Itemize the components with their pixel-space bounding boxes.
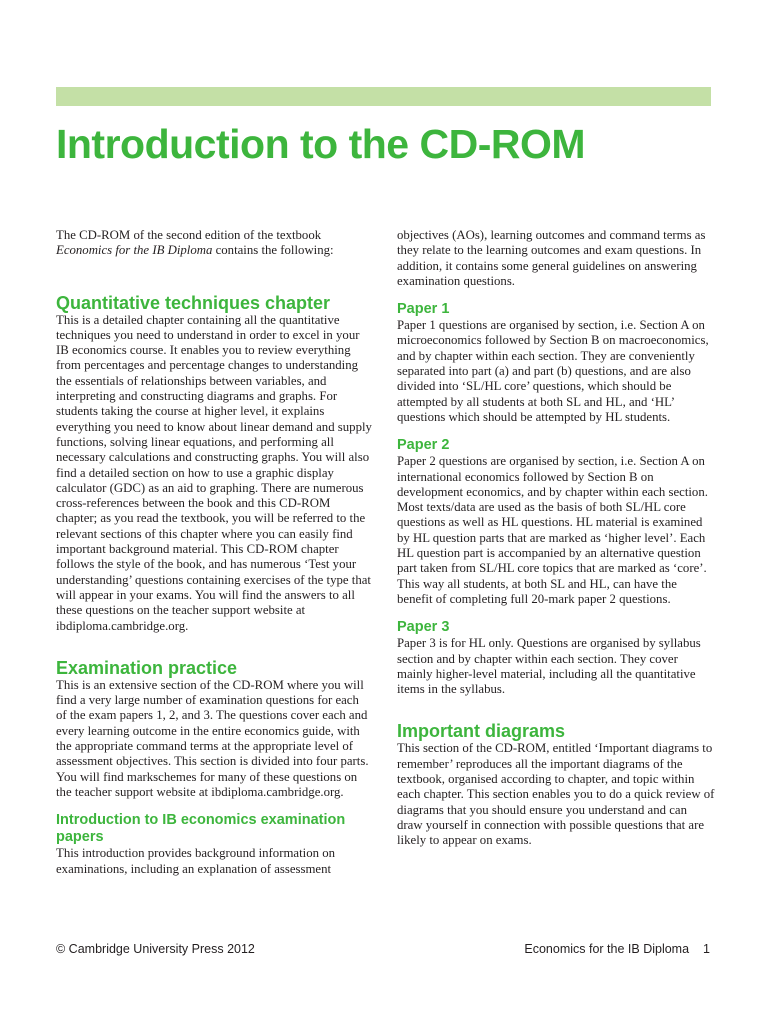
- right-column: [397, 228, 715, 849]
- footer-book-title: Economics for the IB Diploma: [524, 942, 690, 956]
- paper2-heading: Paper 2: [397, 437, 450, 454]
- quantitative-techniques-heading: Quantitative techniques chapter: [56, 292, 331, 313]
- important-diagrams-heading: Important diagrams: [397, 721, 566, 742]
- examination-practice-text: This is an extensive section of the CD-ROM where you will find a very large number of examination questions for each of the exam papers 1, 2, and 3. The questions cover each and every learning outcome in the entire economics guide, with the appropriate command terms at the appropriate level of assessment objectives. This section is divided into four parts. You will find markschemes for many of these questions on the teacher support website at ibdiploma.cambridge.org.: [56, 677, 369, 799]
- intro-text-b: contains the following:: [215, 243, 334, 258]
- paper3-heading: Paper 3: [397, 619, 450, 636]
- footer-right: [524, 942, 710, 957]
- footer-copyright: © Cambridge University Press 2012: [56, 942, 255, 956]
- intro-ib-exam-papers-heading: Introduction to IB economics examination papers: [56, 812, 346, 846]
- paper1-text: Paper 1 questions are organised by section, i.e. Section A on microeconomics followed by Section B on macroeconomics, and by chapter within each section. They are conveniently separated into part (a) and part (b) questions, and are also divided into ‘SL/HL core’ questions, which should be attempted by all students at both SL and HL, and ‘HL’ questions which should be attempted by HL students.: [397, 318, 709, 424]
- header-color-bar: [56, 87, 711, 106]
- intro-text-a: The CD-ROM of the second edition of the textbook: [56, 228, 322, 242]
- examination-practice-heading: Examination practice: [56, 657, 238, 678]
- paper2-text: Paper 2 questions are organised by section, i.e. Section A on international economics followed by Section B on development economics, and by chapter within each section. Most texts/data are used as the basis of both SL/HL core questions as well as HL questions. HL material is examined by HL question parts that are marked as ‘higher level’. Each HL question part is accompanied by an alternative question part taken from SL/HL core topics that are marked as ‘core’. This way all students, at both SL and HL, can have the benefit of completing full 20-mark paper 2 questions.: [397, 454, 708, 606]
- book-title-italic: Economics for the IB Diploma: [56, 243, 213, 258]
- left-column: [56, 228, 372, 877]
- paper1-heading: Paper 1: [397, 301, 450, 318]
- intro-ib-exam-papers-text: This introduction provides background information on examinations, including an explanation of assessment: [56, 846, 335, 876]
- intro-paragraph: [56, 228, 372, 259]
- page-number: 1: [703, 942, 710, 956]
- quantitative-techniques-text: This is a detailed chapter containing all the quantitative techniques you need to understand in order to excel in your IB economics course. It enables you to review everything from percentages and percentage changes to understanding the essentials of relationships between variables, and interpreting and constructing diagrams and graphs. For students taking the course at higher level, it explains everything you need to know about linear demand and supply functions, solving linear equations, and performing all necessary calculations and constructing graphs. You will also find a detailed section on how to use a graphic display calculator (GDC) as an aid to graphing. There are numerous cross-references between the book and this CD-ROM chapter; as you read the textbook, you will be referred to the relevant sections of this chapter where you can easily find important background material. This CD-ROM chapter follows the style of the book, and has numerous ‘Test your understanding’ questions containing exercises of the type that will appear in your exams. You will find the answers to all these questions on the teacher support website at ibdiploma.cambridge.org.: [56, 312, 372, 633]
- page-title: Introduction to the CD-ROM: [56, 121, 586, 167]
- intro-ib-continued-text: objectives (AOs), learning outcomes and command terms as they relate to the learning outcomes and exam questions. In addition, it contains some general guidelines on answering examination questions.: [397, 228, 706, 288]
- paper3-text: Paper 3 is for HL only. Questions are organised by syllabus section and by chapter within each section. They cover mainly higher-level material, including all the quantitative items in the syllabus.: [397, 636, 701, 697]
- important-diagrams-text: This section of the CD-ROM, entitled ‘Important diagrams to remember’ reproduces all the important diagrams of the textbook, organised according to chapter, and topic within each chapter. This section enables you to do a quick review of diagrams that you should ensure you understand and can draw yourself in connection with possible questions that are likely to appear on exams.: [397, 741, 715, 848]
